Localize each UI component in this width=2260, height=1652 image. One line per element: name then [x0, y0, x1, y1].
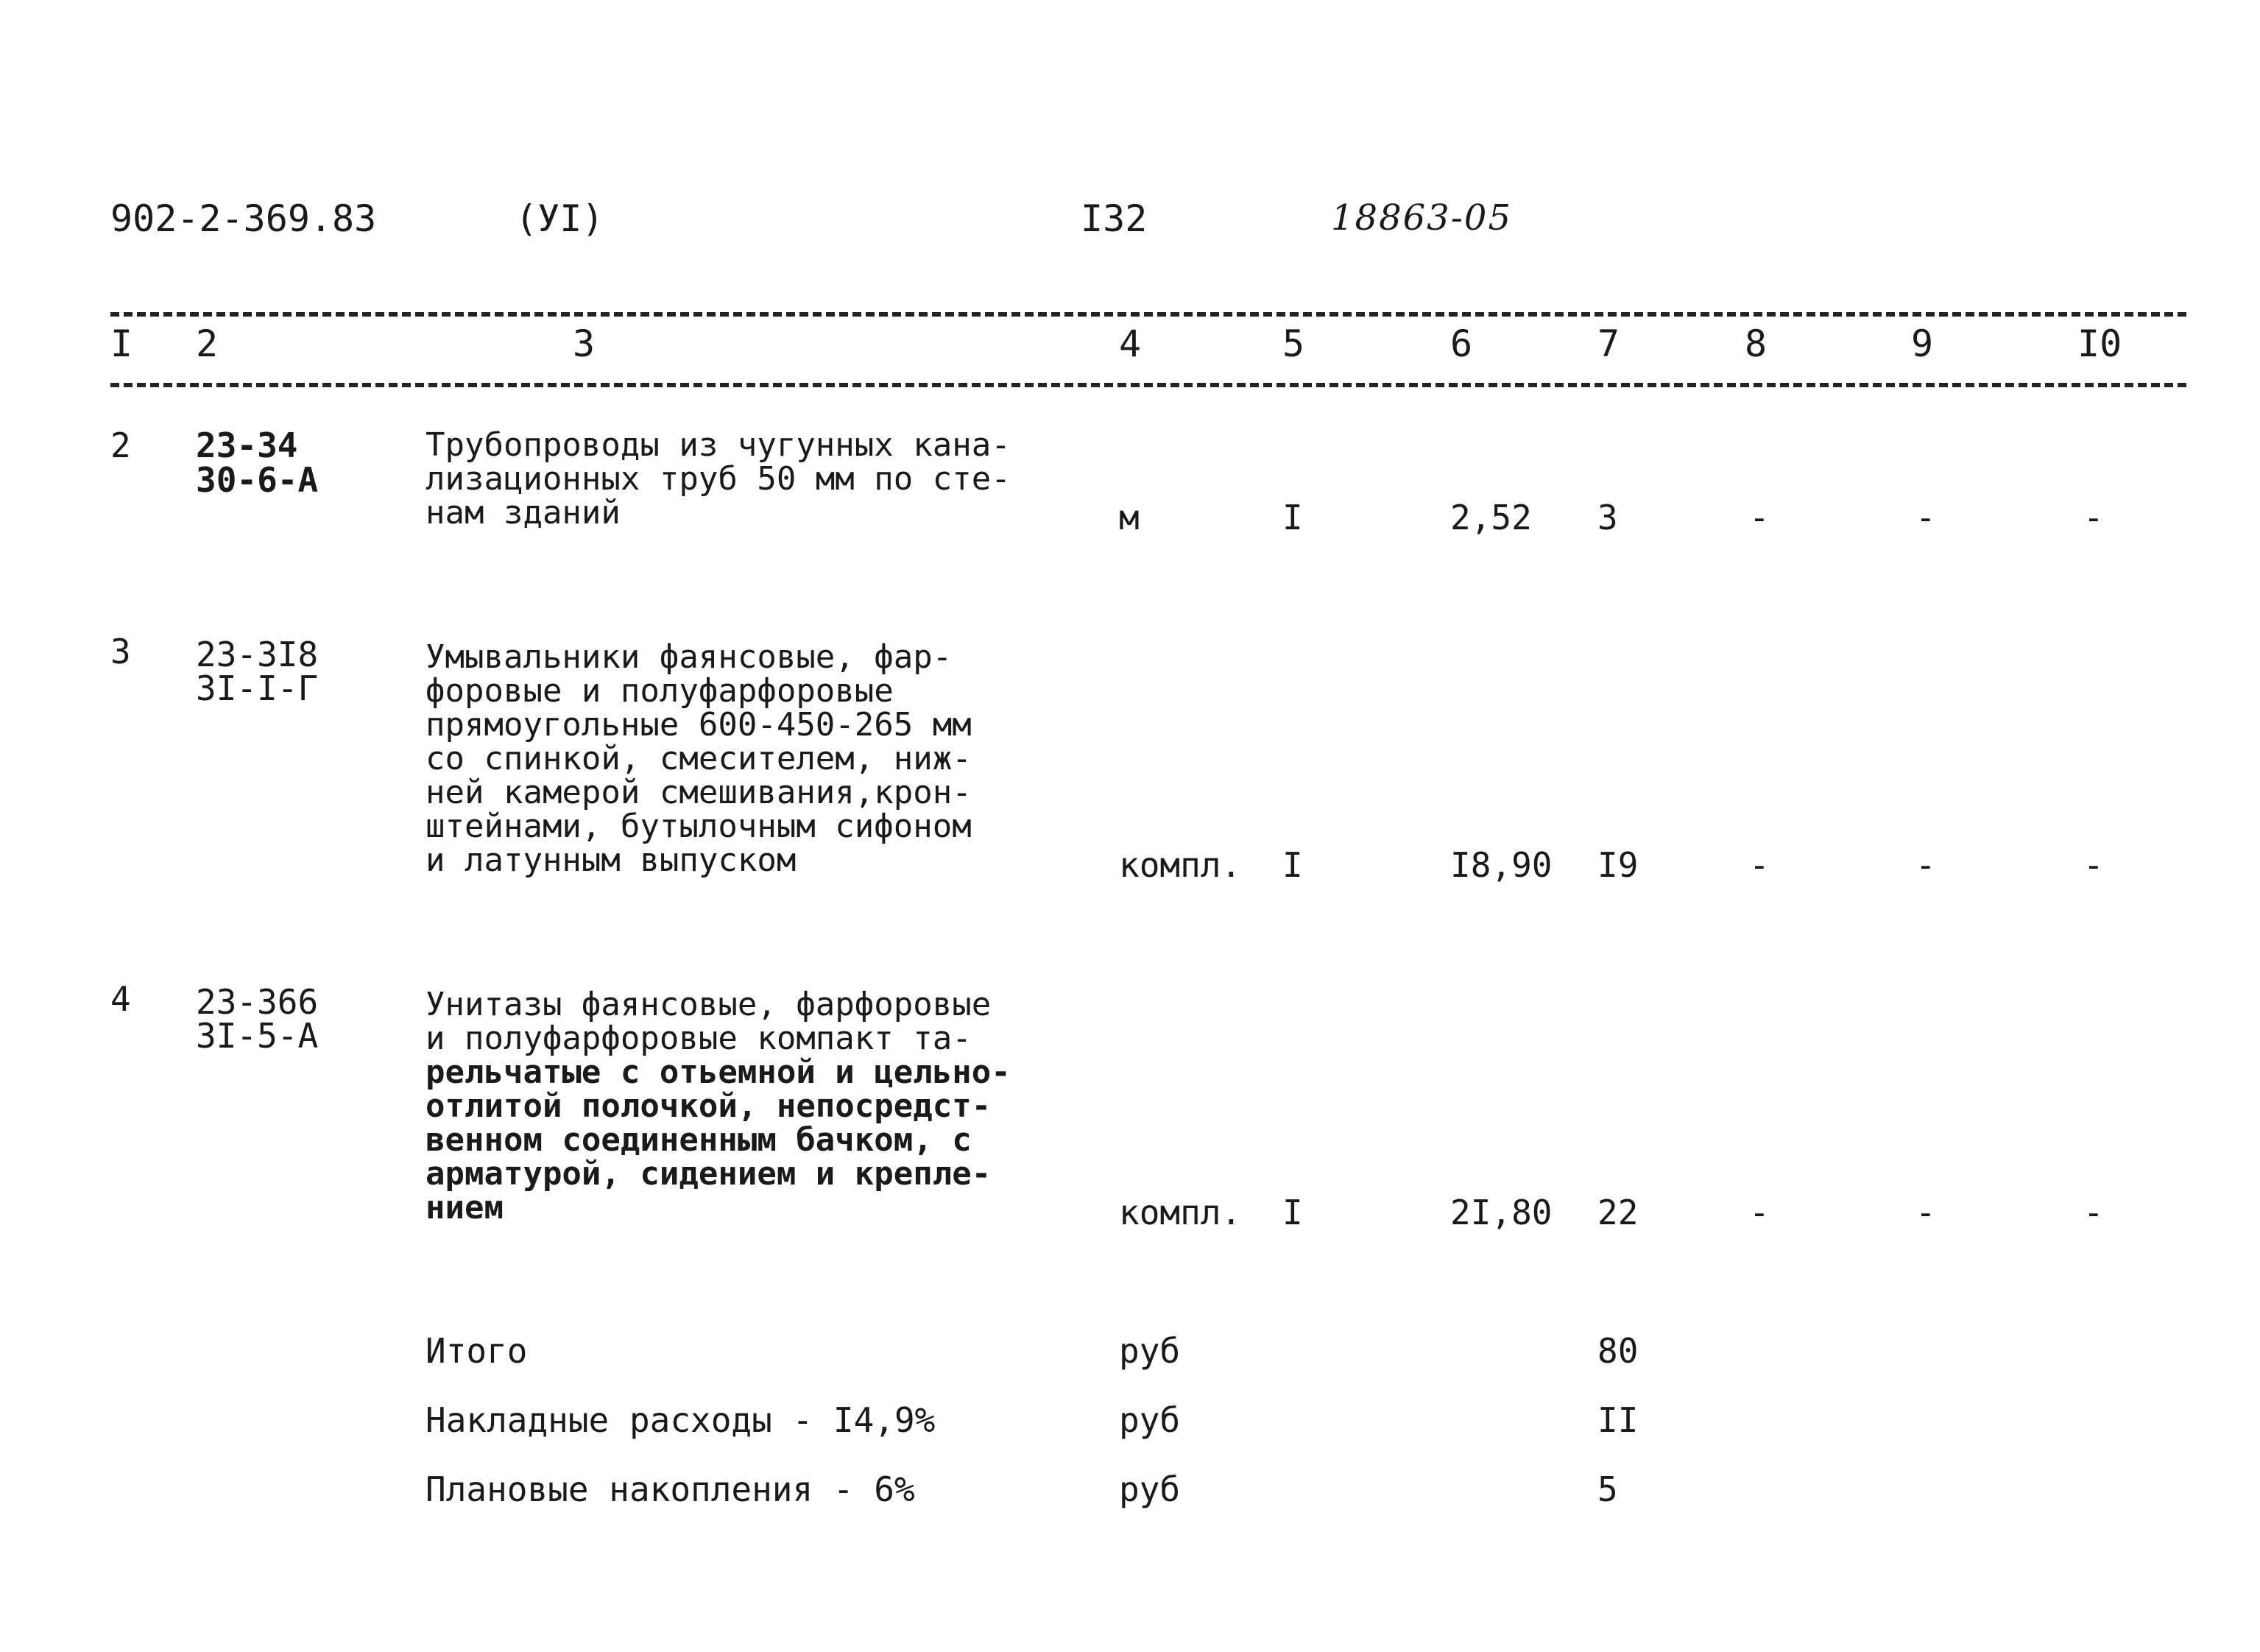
row-description-line: арматурой, сидением и крепле- [425, 1155, 992, 1193]
col-header-10: I0 [2077, 322, 2122, 365]
row-total: I9 [1597, 845, 1639, 885]
row-description-line: Трубопроводы из чугунных кана- [425, 426, 1011, 464]
col-header-7: 7 [1597, 322, 1620, 365]
row-code-line-2: 3I-5-А [196, 1016, 319, 1056]
col-header-1: I [110, 322, 133, 365]
overhead-unit: руб [1119, 1400, 1181, 1440]
row-total: 22 [1597, 1193, 1639, 1232]
totals-label: Итого [425, 1331, 528, 1371]
col-header-8: 8 [1745, 322, 1768, 365]
page-number: I32 [1081, 197, 1148, 240]
col-header-5: 5 [1282, 322, 1305, 365]
row-col9: - [1915, 1193, 1936, 1232]
handwritten-reference: 18863-05 [1331, 197, 1512, 239]
header-top-rule [110, 312, 2186, 317]
row-description-line: венном соединенным бачком, с [425, 1121, 972, 1159]
row-description-line: ней камерой смешивания,крон- [425, 774, 972, 811]
header-bottom-rule [110, 383, 2186, 387]
row-col8: - [1749, 845, 1770, 885]
row-number: 2 [110, 426, 131, 465]
row-description-line: рельчатые с отьемной и цельно- [425, 1053, 1011, 1091]
row-description-line: прямоугольные 600-450-265 мм [425, 706, 972, 744]
row-code-line-2: 3I-I-Г [196, 668, 319, 708]
row-code-line-2: 30-6-А [196, 460, 319, 500]
row-col8: - [1749, 498, 1770, 537]
row-col10: - [2083, 845, 2104, 885]
col-header-2: 2 [196, 322, 219, 365]
row-quantity: I [1282, 845, 1303, 885]
row-code-line-1: 23-3I8 [196, 635, 319, 674]
overhead-value: II [1597, 1400, 1639, 1440]
row-quantity: I [1282, 498, 1303, 537]
row-col10: - [2083, 498, 2104, 537]
col-header-3: 3 [573, 322, 596, 365]
row-description-line: Умывальники фаянсовые, фар- [425, 638, 953, 676]
row-description-line: и полуфарфоровые компакт та- [425, 1020, 972, 1057]
row-price: 2,52 [1450, 498, 1532, 537]
row-code-line-1: 23-366 [196, 982, 319, 1022]
planned-savings-label: Плановые накопления - 6% [425, 1469, 915, 1509]
row-description-line: отлитой полочкой, непосредст- [425, 1087, 992, 1125]
row-description-line: штейнами, бутылочным сифоном [425, 808, 972, 845]
row-col9: - [1915, 845, 1936, 885]
row-unit: м [1119, 498, 1140, 537]
row-unit: компл. [1119, 1193, 1242, 1232]
row-number: 4 [110, 979, 131, 1019]
row-description-line: лизационных труб 50 мм по сте- [425, 460, 1011, 498]
planned-savings-value: 5 [1597, 1469, 1618, 1509]
row-description-line: и латунным выпуском [425, 841, 797, 879]
row-code-line-1: 23-34 [196, 426, 298, 465]
row-col9: - [1915, 498, 1936, 537]
overhead-label: Накладные расходы - I4,9% [425, 1400, 936, 1440]
row-description-line: нием [425, 1189, 504, 1226]
planned-savings-unit: руб [1119, 1469, 1181, 1509]
row-description-line: нам зданий [425, 494, 621, 532]
row-description-line: со спинкой, смесителем, ниж- [425, 740, 972, 777]
row-total: 3 [1597, 498, 1618, 537]
document-code: 902-2-369.83 [110, 197, 377, 240]
row-col10: - [2083, 1193, 2104, 1232]
row-number: 3 [110, 632, 131, 671]
col-header-4: 4 [1119, 322, 1142, 365]
row-quantity: I [1282, 1193, 1303, 1232]
col-header-9: 9 [1911, 322, 1934, 365]
row-description-line: форовые и полуфарфоровые [425, 672, 894, 710]
row-col8: - [1749, 1193, 1770, 1232]
totals-unit: руб [1119, 1331, 1181, 1371]
row-price: I8,90 [1450, 845, 1553, 885]
row-price: 2I,80 [1450, 1193, 1553, 1232]
row-description-line: Унитазы фаянсовые, фарфоровые [425, 986, 992, 1023]
totals-value: 80 [1597, 1331, 1639, 1371]
row-unit: компл. [1119, 845, 1242, 885]
col-header-6: 6 [1450, 322, 1473, 365]
section-number: (УI) [515, 197, 604, 240]
